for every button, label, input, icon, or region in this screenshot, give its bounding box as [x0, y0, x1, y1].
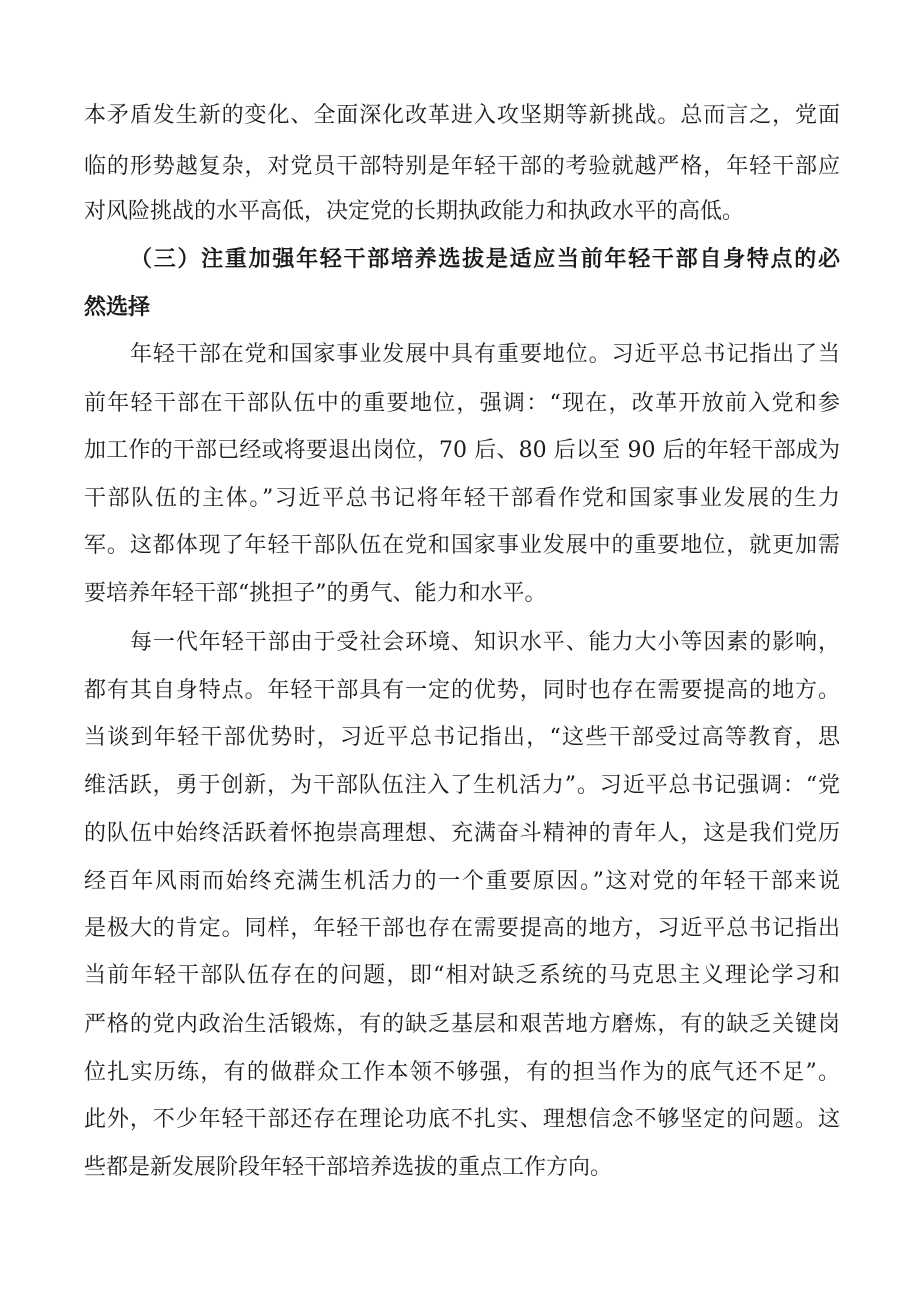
paragraph-line: 严格的党内政治生活锻炼，有的缺乏基层和艰苦地方磨炼，有的缺乏关键岗	[84, 1012, 840, 1037]
section-heading-line: （三）注重加强年轻干部培养选拔是适应当前年轻干部自身特点的必	[130, 246, 840, 272]
paragraph-line: 当前年轻干部队伍存在的问题，即“相对缺乏系统的马克思主义理论学习和	[84, 963, 840, 988]
paragraph-line: 对风险挑战的水平高低，决定党的长期执政能力和执政水平的高低。	[84, 199, 745, 224]
paragraph-line: 临的形势越复杂，对党员干部特别是年轻干部的考验就越严格，年轻干部应	[84, 154, 840, 179]
section-heading-line: 然选择	[84, 294, 151, 320]
paragraph-line: 经百年风雨而始终充满生机活力的一个重要原因。”这对党的年轻干部来说	[84, 869, 840, 894]
paragraph-line: 加工作的干部已经或将要退出岗位，70 后、80 后以至 90 后的年轻干部成为	[84, 438, 840, 463]
paragraph-line: 年轻干部在党和国家事业发展中具有重要地位。习近平总书记指出了当	[130, 342, 840, 367]
paragraph-line: 前年轻干部在干部队伍中的重要地位，强调：“现在，改革开放前入党和参	[84, 391, 840, 416]
paragraph-line: 些都是新发展阶段年轻干部培养选拔的重点工作方向。	[84, 1155, 613, 1180]
paragraph-line: 每一代年轻干部由于受社会环境、知识水平、能力大小等因素的影响，	[130, 630, 840, 655]
paragraph-line: 都有其自身特点。年轻干部具有一定的优势，同时也存在需要提高的地方。	[84, 678, 840, 703]
paragraph-line: 位扎实历练，有的做群众工作本领不够强，有的担当作为的底气还不足”。	[84, 1060, 840, 1085]
paragraph-line: 要培养年轻干部“挑担子”的勇气、能力和水平。	[84, 581, 547, 606]
paragraph-line: 的队伍中始终活跃着怀抱崇高理想、充满奋斗精神的青年人，这是我们党历	[84, 821, 840, 846]
paragraph-line: 军。这都体现了年轻干部队伍在党和国家事业发展中的重要地位，就更加需	[84, 533, 840, 558]
paragraph-line: 维活跃，勇于创新，为干部队伍注入了生机活力”。习近平总书记强调：“党	[84, 773, 840, 798]
paragraph-line: 本矛盾发生新的变化、全面深化改革进入攻坚期等新挑战。总而言之，党面	[84, 103, 840, 128]
paragraph-line: 此外，不少年轻干部还存在理论功底不扎实、理想信念不够坚定的问题。这	[84, 1107, 840, 1132]
paragraph-line: 当谈到年轻干部优势时，习近平总书记指出，“这些干部受过高等教育，思	[84, 725, 840, 750]
paragraph-line: 是极大的肯定。同样，年轻干部也存在需要提高的地方，习近平总书记指出	[84, 916, 840, 941]
paragraph-line: 干部队伍的主体。”习近平总书记将年轻干部看作党和国家事业发展的生力	[84, 486, 840, 511]
